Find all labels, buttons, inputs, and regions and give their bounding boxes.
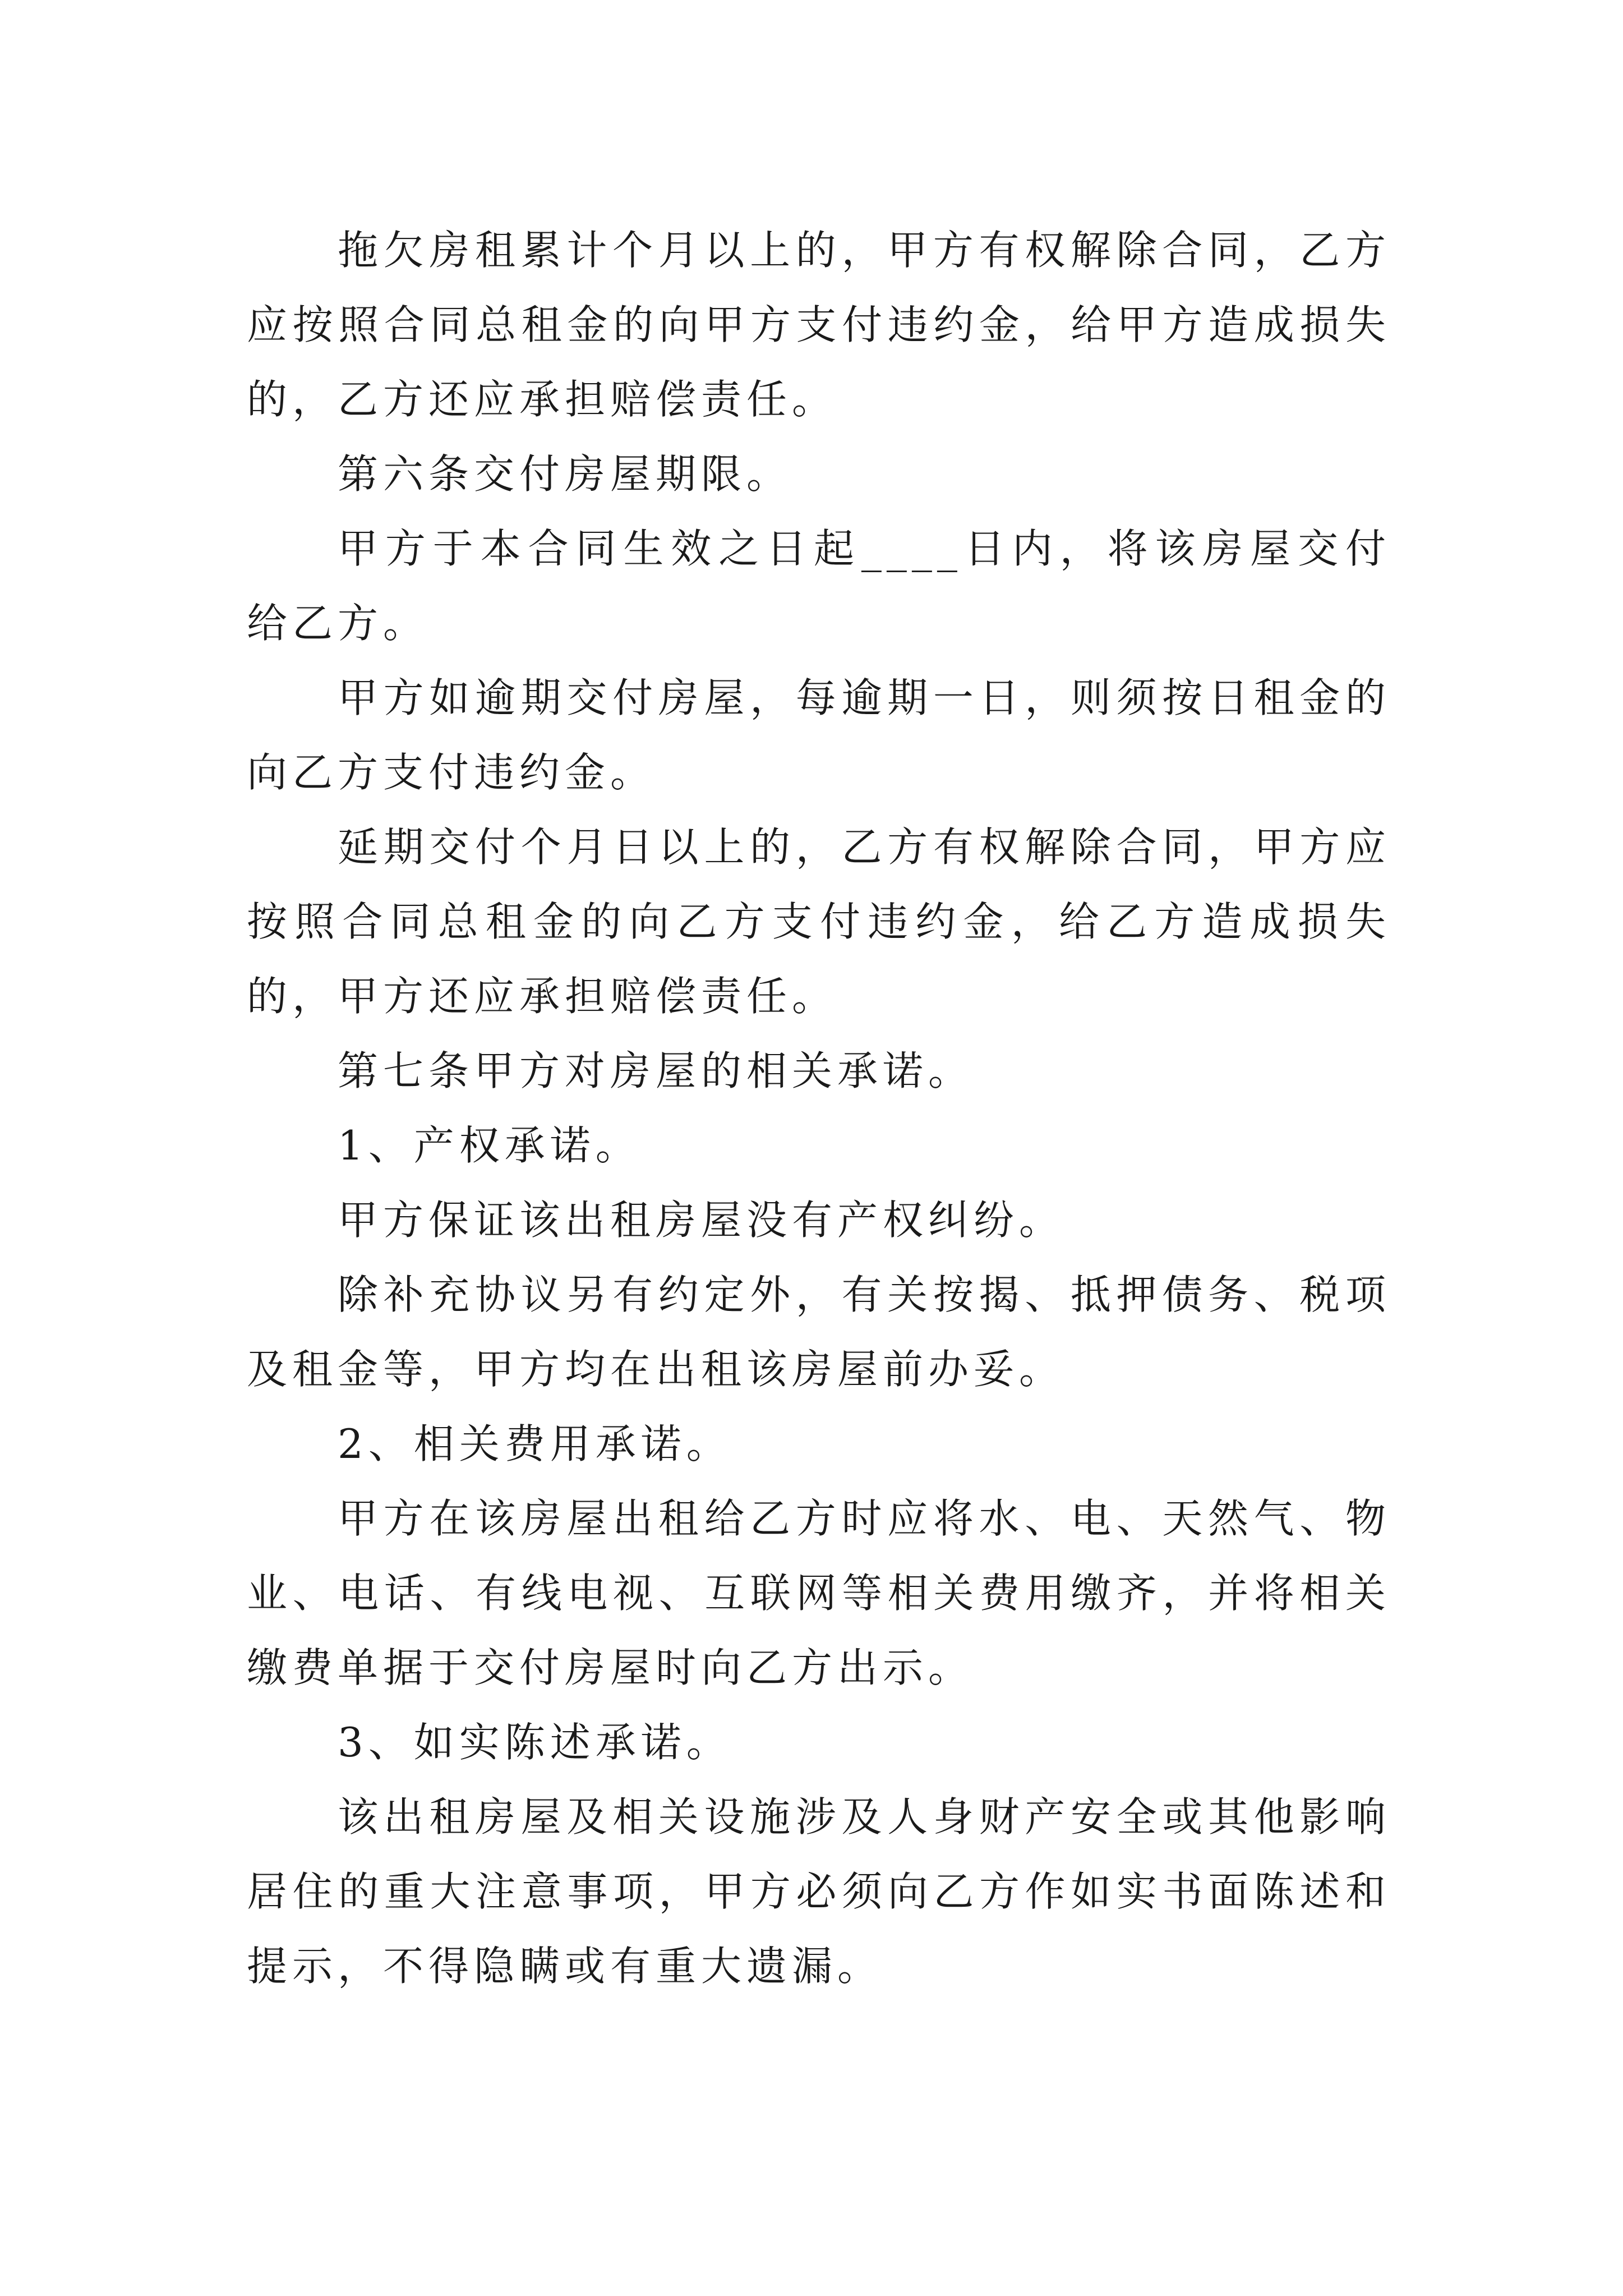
article-6-heading: 第六条交付房屋期限。 [338,450,792,498]
paragraph-rent-arrears: 拖欠房租累计个月以上的，甲方有权解除合同，乙方应按照合同总租金的向甲方支付违约金，给甲方造成损失的，乙方还应承担赔偿责任。 [247,227,1391,423]
article-7-heading: 第七条甲方对房屋的相关承诺。 [338,1047,974,1094]
item-3-heading: 3、如实陈述承诺。 [338,1719,732,1766]
paragraph-utility-fees: 甲方在该房屋出租给乙方时应将水、电、天然气、物业、电话、有线电视、互联网等相关费用缴齐，并将相关缴费单据于交付房屋时向乙方出示。 [247,1495,1391,1691]
paragraph-mortgage-tax-settlement: 除补充协议另有约定外，有关按揭、抵押债务、税项及租金等，甲方均在出租该房屋前办妥。 [247,1271,1391,1393]
item-2-heading: 2、相关费用承诺。 [338,1420,732,1467]
paragraph-delivery-deadline: 甲方于本合同生效之日起____日内，将该房屋交付给乙方。 [247,525,1391,647]
paragraph-delayed-delivery-termination: 延期交付个月日以上的，乙方有权解除合同，甲方应按照合同总租金的向乙方支付违约金，给乙方造成损失的，甲方还应承担赔偿责任。 [247,823,1391,1020]
paragraph-no-property-dispute: 甲方保证该出租房屋没有产权纠纷。 [338,1197,1065,1244]
paragraph-late-delivery-penalty: 甲方如逾期交付房屋，每逾期一日，则须按日租金的向乙方支付违约金。 [247,674,1391,796]
item-1-heading: 1、产权承诺。 [338,1122,641,1169]
document-body [247,213,1391,2004]
paragraph-truthful-disclosure: 该出租房屋及相关设施涉及人身财产安全或其他影响居住的重大注意事项，甲方必须向乙方作如实书面陈述和提示，不得隐瞒或有重大遗漏。 [247,1793,1391,1990]
